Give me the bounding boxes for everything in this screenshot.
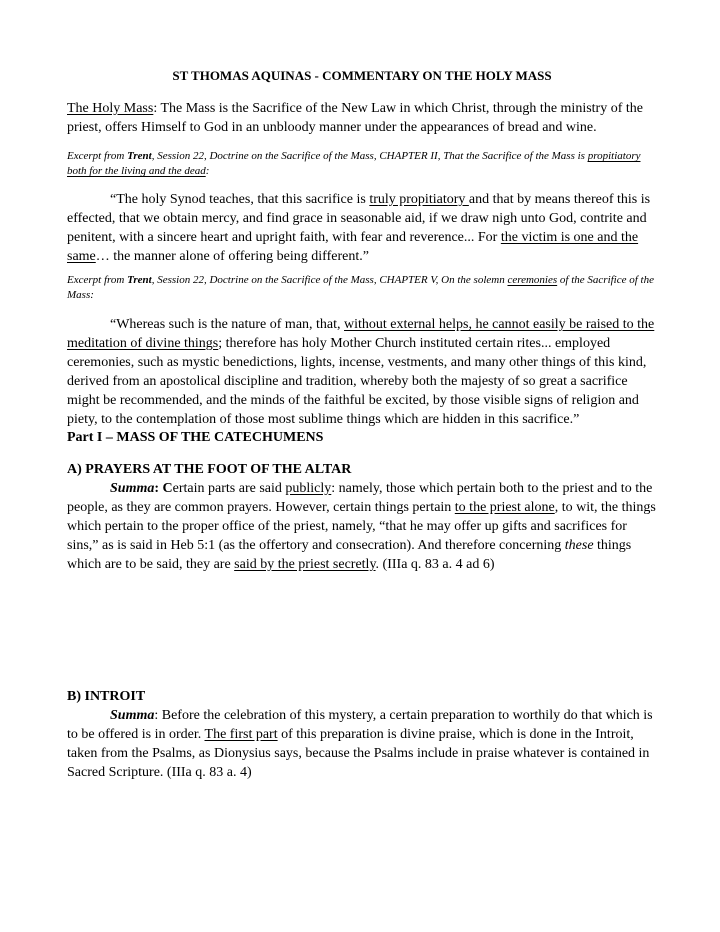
excerpt-caption-2 — [67, 273, 657, 303]
quote-paragraph-1 — [67, 190, 657, 266]
section-b-b: of this preparation is divine praise, which is done in the Introit, taken from the Psalms, as Dionysius says, because the Psalms include in praise whatever is contained in Sacred Scripture. (IIIa q. 83 a. 4) — [67, 727, 650, 780]
excerpt2-prefix: Excerpt from — [67, 274, 128, 286]
section-a-italic: these — [564, 538, 594, 553]
excerpt1-prefix: Excerpt from — [67, 150, 128, 162]
excerpt1-underlined: propitiatory both for the living and the dead — [67, 150, 641, 177]
section-a-d: things which are to be said, they are — [67, 538, 632, 572]
quote2-b: ; therefore has holy Mother Church instituted certain rites... employed ceremonies, such as mystic benedictions, lights, incense, vestments, and many other things of this kind, derived from an apostolical discipline and tradition, whereby both the majesty of so great a sacrifice might be recommended, and the minds of the faithful be excited, by those visible signs of religion and piety, to the contemplation of those most sublime things which are hidden in this sacrifice.” — [67, 336, 647, 427]
section-a-c: , to wit, the things which pertain to the proper office of the priest, namely, “that he may offer up gifts and sacrifices for sins,” as is said in Heb 5:1 (as the offertory and consecration). And therefore concerning — [67, 500, 656, 553]
section-b-heading: B) INTROIT — [67, 689, 146, 704]
document-title: ST THOMAS AQUINAS - COMMENTARY ON THE HOLY MASS — [172, 68, 552, 83]
section-b-summa: Summa — [110, 708, 155, 723]
excerpt1-end: : — [205, 165, 210, 177]
excerpt1-source: Trent — [127, 150, 152, 162]
section-a-heading: A) PRAYERS AT THE FOOT OF THE ALTAR — [67, 462, 352, 477]
part-heading: Part I – MASS OF THE CATECHUMENS — [67, 430, 324, 445]
definition-term: The Holy Mass — [67, 101, 154, 116]
quote-paragraph-2 — [67, 315, 657, 429]
quote2-underline-1: without external helps, he cannot easily be raised to the meditation of divine things — [67, 317, 655, 351]
excerpt-caption-1 — [67, 149, 657, 179]
definition-text: : The Mass is the Sacrifice of the New Law in which Christ, through the ministry of the priest, offers Himself to God in an unbloody manner under the appearances of bread and wine. — [67, 101, 643, 135]
excerpt1-mid: , Session 22, Doctrine on the Sacrifice of the Mass, CHAPTER II, That the Sacrifice of the Mass is — [151, 150, 588, 162]
section-a-underline-3: said by the priest secretly — [234, 557, 376, 572]
section-a-b: : namely, those which pertain both to the priest and to the people, as they are common prayers. However, certain things pertain — [67, 481, 653, 515]
quote1-b: and that by means thereof this is effected, that we obtain mercy, and find grace in seasonable aid, if we draw nigh unto God, contrite and penitent, with a sincere heart and upright faith, with fear and reverence... For — [67, 192, 651, 245]
section-a-summa: Summa — [110, 481, 155, 496]
section-a-e: . (IIIa q. 83 a. 4 ad 6) — [375, 557, 495, 572]
section-b-underline-1: The first part — [204, 727, 278, 742]
section-a-a: ertain parts are said — [172, 481, 286, 496]
definition-paragraph — [67, 99, 657, 137]
excerpt2-end: of the Sacrifice of the Mass: — [67, 274, 654, 301]
section-a-paragraph — [67, 479, 657, 574]
section-a-cap: C — [162, 481, 173, 496]
excerpt2-underlined: ceremonies — [507, 274, 558, 286]
section-a-colon: : — [154, 481, 163, 496]
section-a-underline-2: to the priest alone — [454, 500, 555, 515]
section-a-underline-1: publicly — [285, 481, 332, 496]
section-b-a: : Before the celebration of this mystery, a certain preparation to worthily do that which is to be offered is in order. — [67, 708, 653, 742]
quote1-c: … the manner alone of offering being different.” — [95, 249, 369, 264]
quote1-underline-2: the victim is one and the same — [67, 230, 639, 264]
section-b-paragraph — [67, 706, 657, 782]
excerpt2-source: Trent — [127, 274, 152, 286]
excerpt2-mid: , Session 22, Doctrine on the Sacrifice of the Mass, CHAPTER V, On the solemn — [151, 274, 508, 286]
quote1-a: “The holy Synod teaches, that this sacrifice is — [110, 192, 370, 207]
quote1-underline-1: truly propitiatory — [369, 192, 469, 207]
quote2-a: “Whereas such is the nature of man, that, — [110, 317, 345, 332]
